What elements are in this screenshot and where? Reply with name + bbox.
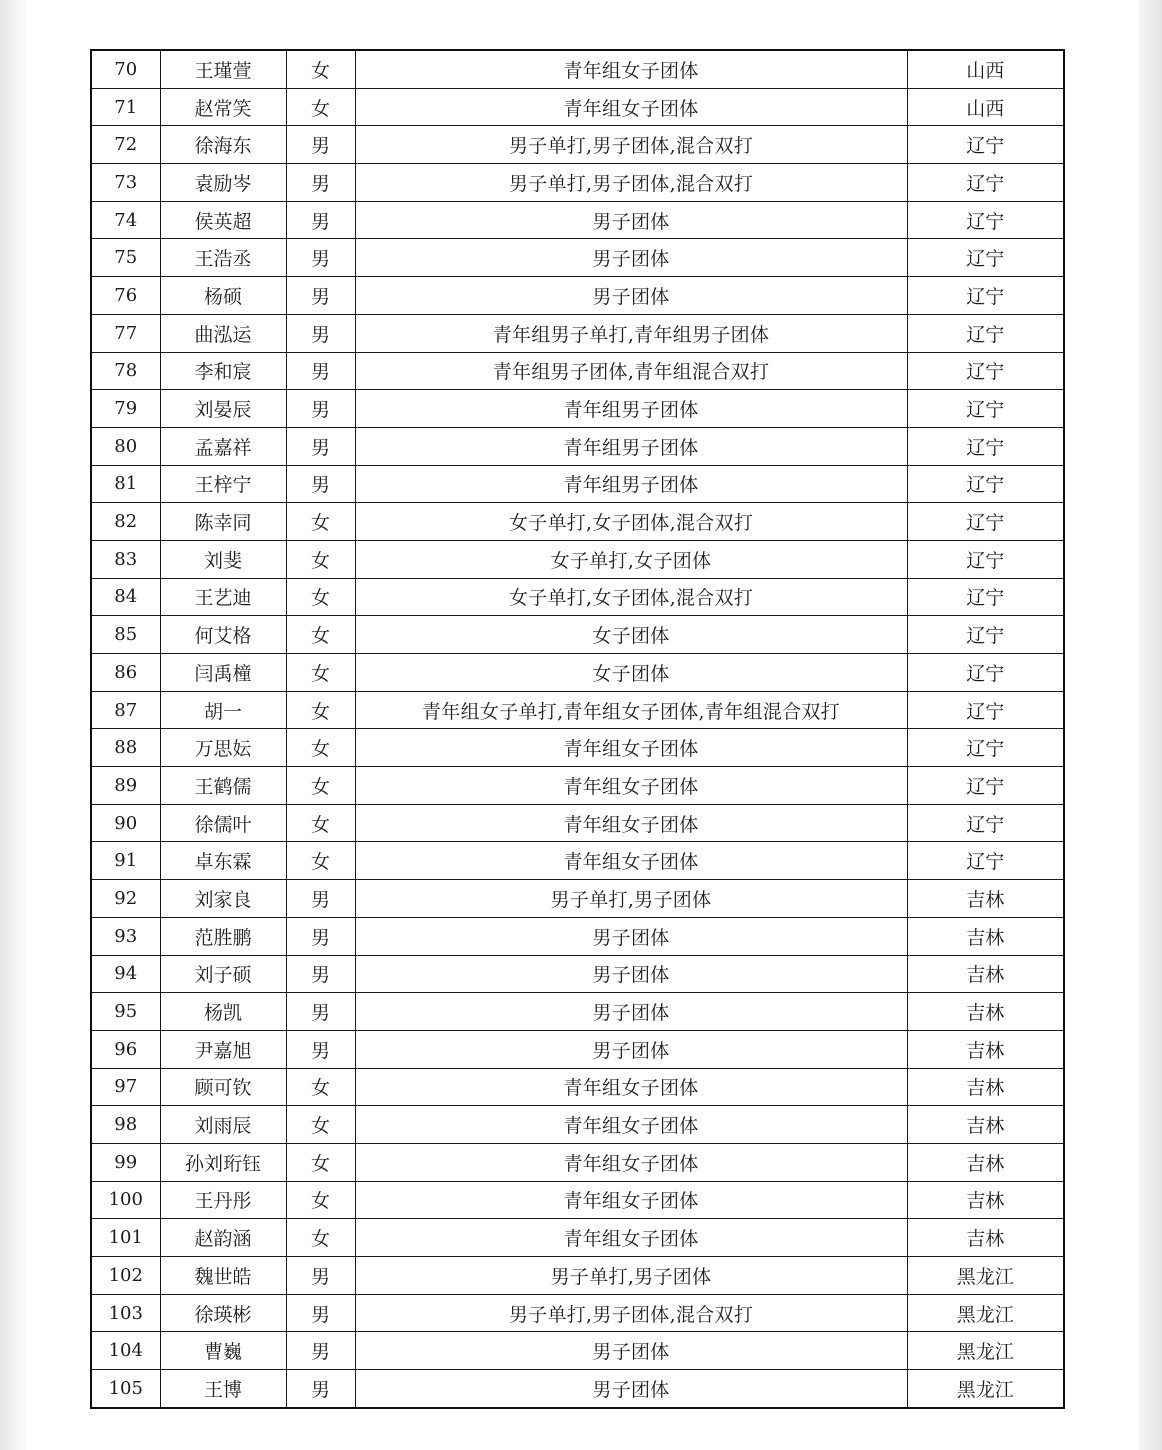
athlete-events: 女子单打,女子团体 — [355, 540, 907, 578]
athlete-gender: 男 — [286, 465, 355, 503]
athlete-name: 王梓宁 — [160, 465, 286, 503]
athlete-gender: 男 — [286, 352, 355, 390]
athlete-region: 辽宁 — [907, 767, 1064, 805]
athlete-name: 刘斐 — [160, 540, 286, 578]
table-row — [91, 314, 1064, 352]
athlete-region: 吉林 — [907, 1106, 1064, 1144]
table-row — [91, 390, 1064, 428]
athlete-gender: 女 — [286, 691, 355, 729]
athlete-events: 女子团体 — [355, 616, 907, 654]
athlete-gender: 男 — [286, 201, 355, 239]
athlete-number: 73 — [91, 164, 160, 202]
athlete-gender: 男 — [286, 955, 355, 993]
athlete-number: 84 — [91, 578, 160, 616]
athlete-name: 顾可钦 — [160, 1068, 286, 1106]
athlete-gender: 男 — [286, 314, 355, 352]
athlete-events: 男子单打,男子团体,混合双打 — [355, 126, 907, 164]
athlete-name: 刘雨辰 — [160, 1106, 286, 1144]
athlete-region: 吉林 — [907, 1181, 1064, 1219]
table-row — [91, 691, 1064, 729]
table-row — [91, 277, 1064, 315]
athlete-gender: 女 — [286, 50, 355, 88]
athlete-number: 79 — [91, 390, 160, 428]
table-row — [91, 239, 1064, 277]
athlete-gender: 男 — [286, 1257, 355, 1295]
athlete-name: 范胜鹏 — [160, 917, 286, 955]
athlete-events: 青年组女子团体 — [355, 1143, 907, 1181]
table-row — [91, 1030, 1064, 1068]
athlete-number: 74 — [91, 201, 160, 239]
athlete-gender: 男 — [286, 1030, 355, 1068]
athlete-region: 辽宁 — [907, 352, 1064, 390]
athlete-region: 辽宁 — [907, 277, 1064, 315]
athlete-region: 辽宁 — [907, 729, 1064, 767]
athlete-number: 70 — [91, 50, 160, 88]
athlete-events: 男子团体 — [355, 1370, 907, 1408]
athlete-region: 吉林 — [907, 917, 1064, 955]
athlete-region: 辽宁 — [907, 804, 1064, 842]
athlete-name: 尹嘉旭 — [160, 1030, 286, 1068]
athlete-name: 侯英超 — [160, 201, 286, 239]
athlete-events: 青年组男子团体 — [355, 390, 907, 428]
athlete-events: 青年组女子团体 — [355, 804, 907, 842]
athlete-gender: 女 — [286, 540, 355, 578]
athlete-number: 105 — [91, 1370, 160, 1408]
athlete-name: 王浩丞 — [160, 239, 286, 277]
athlete-number: 88 — [91, 729, 160, 767]
athlete-number: 81 — [91, 465, 160, 503]
athlete-gender: 女 — [286, 616, 355, 654]
athlete-region: 辽宁 — [907, 654, 1064, 692]
table-row — [91, 427, 1064, 465]
athlete-events: 青年组女子团体 — [355, 1219, 907, 1257]
athlete-number: 80 — [91, 427, 160, 465]
athlete-number: 85 — [91, 616, 160, 654]
athlete-events: 青年组女子团体 — [355, 50, 907, 88]
table-row — [91, 842, 1064, 880]
athlete-gender: 男 — [286, 1370, 355, 1408]
athlete-events: 女子单打,女子团体,混合双打 — [355, 503, 907, 541]
athlete-name: 杨硕 — [160, 277, 286, 315]
athlete-events: 青年组女子团体 — [355, 767, 907, 805]
athlete-name: 孟嘉祥 — [160, 427, 286, 465]
table-row — [91, 1219, 1064, 1257]
athlete-gender: 男 — [286, 1332, 355, 1370]
athlete-region: 黑龙江 — [907, 1332, 1064, 1370]
athlete-gender: 女 — [286, 1219, 355, 1257]
athlete-region: 黑龙江 — [907, 1294, 1064, 1332]
table-row — [91, 993, 1064, 1031]
athlete-number: 104 — [91, 1332, 160, 1370]
athlete-name: 赵韵涵 — [160, 1219, 286, 1257]
athlete-number: 93 — [91, 917, 160, 955]
athlete-gender: 男 — [286, 880, 355, 918]
athlete-region: 辽宁 — [907, 201, 1064, 239]
athlete-name: 刘家良 — [160, 880, 286, 918]
athlete-gender: 女 — [286, 1068, 355, 1106]
athlete-name: 何艾格 — [160, 616, 286, 654]
athlete-gender: 女 — [286, 88, 355, 126]
table-row — [91, 880, 1064, 918]
athlete-events: 男子团体 — [355, 955, 907, 993]
athlete-number: 72 — [91, 126, 160, 164]
athlete-events: 女子团体 — [355, 654, 907, 692]
athlete-name: 赵常笑 — [160, 88, 286, 126]
athlete-gender: 男 — [286, 239, 355, 277]
athlete-name: 卓东霖 — [160, 842, 286, 880]
athlete-region: 吉林 — [907, 1068, 1064, 1106]
athlete-region: 吉林 — [907, 955, 1064, 993]
athlete-region: 辽宁 — [907, 842, 1064, 880]
athlete-name: 陈幸同 — [160, 503, 286, 541]
athlete-events: 青年组女子团体 — [355, 842, 907, 880]
athlete-gender: 男 — [286, 126, 355, 164]
athlete-number: 94 — [91, 955, 160, 993]
athlete-events: 男子团体 — [355, 277, 907, 315]
table-row — [91, 88, 1064, 126]
athlete-gender: 男 — [286, 993, 355, 1031]
athlete-number: 77 — [91, 314, 160, 352]
athlete-name: 刘晏辰 — [160, 390, 286, 428]
athlete-region: 黑龙江 — [907, 1370, 1064, 1408]
athlete-number: 91 — [91, 842, 160, 880]
roster-body — [91, 50, 1064, 1408]
athlete-name: 刘子硕 — [160, 955, 286, 993]
athlete-number: 83 — [91, 540, 160, 578]
athlete-events: 青年组男子单打,青年组男子团体 — [355, 314, 907, 352]
athlete-number: 78 — [91, 352, 160, 390]
athlete-number: 103 — [91, 1294, 160, 1332]
athlete-events: 男子单打,男子团体,混合双打 — [355, 164, 907, 202]
table-row — [91, 804, 1064, 842]
athlete-name: 万思妘 — [160, 729, 286, 767]
table-row — [91, 955, 1064, 993]
athlete-region: 辽宁 — [907, 503, 1064, 541]
athlete-number: 96 — [91, 1030, 160, 1068]
athlete-roster-table — [90, 49, 1065, 1409]
table-row — [91, 1370, 1064, 1408]
athlete-events: 男子单打,男子团体 — [355, 880, 907, 918]
athlete-region: 吉林 — [907, 1030, 1064, 1068]
table-row — [91, 1181, 1064, 1219]
table-row — [91, 1143, 1064, 1181]
athlete-events: 男子团体 — [355, 239, 907, 277]
athlete-region: 辽宁 — [907, 390, 1064, 428]
athlete-name: 曹巍 — [160, 1332, 286, 1370]
athlete-gender: 女 — [286, 1181, 355, 1219]
athlete-events: 男子团体 — [355, 917, 907, 955]
athlete-region: 吉林 — [907, 1219, 1064, 1257]
athlete-events: 青年组女子团体 — [355, 1106, 907, 1144]
athlete-region: 辽宁 — [907, 691, 1064, 729]
athlete-gender: 女 — [286, 503, 355, 541]
athlete-name: 王瑾萱 — [160, 50, 286, 88]
athlete-events: 青年组女子团体 — [355, 729, 907, 767]
athlete-gender: 女 — [286, 729, 355, 767]
athlete-number: 98 — [91, 1106, 160, 1144]
table-row — [91, 164, 1064, 202]
table-row — [91, 465, 1064, 503]
athlete-region: 辽宁 — [907, 578, 1064, 616]
table-row — [91, 654, 1064, 692]
athlete-region: 吉林 — [907, 993, 1064, 1031]
athlete-name: 徐海东 — [160, 126, 286, 164]
athlete-region: 辽宁 — [907, 465, 1064, 503]
athlete-events: 青年组男子团体 — [355, 465, 907, 503]
table-row — [91, 503, 1064, 541]
athlete-name: 王丹彤 — [160, 1181, 286, 1219]
athlete-events: 青年组女子团体 — [355, 1068, 907, 1106]
athlete-events: 男子团体 — [355, 1332, 907, 1370]
athlete-gender: 男 — [286, 917, 355, 955]
athlete-name: 徐儒叶 — [160, 804, 286, 842]
athlete-events: 男子团体 — [355, 201, 907, 239]
table-row — [91, 201, 1064, 239]
table-row — [91, 1294, 1064, 1332]
athlete-events: 男子团体 — [355, 993, 907, 1031]
athlete-number: 100 — [91, 1181, 160, 1219]
table-row — [91, 540, 1064, 578]
athlete-gender: 女 — [286, 1106, 355, 1144]
table-row — [91, 352, 1064, 390]
athlete-number: 97 — [91, 1068, 160, 1106]
athlete-number: 75 — [91, 239, 160, 277]
athlete-name: 胡一 — [160, 691, 286, 729]
athlete-gender: 男 — [286, 164, 355, 202]
athlete-gender: 男 — [286, 390, 355, 428]
athlete-events: 青年组女子团体 — [355, 1181, 907, 1219]
table-row — [91, 50, 1064, 88]
athlete-region: 辽宁 — [907, 239, 1064, 277]
athlete-region: 吉林 — [907, 880, 1064, 918]
athlete-number: 92 — [91, 880, 160, 918]
athlete-region: 山西 — [907, 50, 1064, 88]
athlete-events: 男子单打,男子团体 — [355, 1257, 907, 1295]
athlete-number: 99 — [91, 1143, 160, 1181]
athlete-events: 青年组男子团体,青年组混合双打 — [355, 352, 907, 390]
athlete-region: 辽宁 — [907, 427, 1064, 465]
athlete-region: 黑龙江 — [907, 1257, 1064, 1295]
athlete-number: 76 — [91, 277, 160, 315]
athlete-number: 82 — [91, 503, 160, 541]
athlete-region: 辽宁 — [907, 164, 1064, 202]
athlete-events: 男子团体 — [355, 1030, 907, 1068]
athlete-number: 101 — [91, 1219, 160, 1257]
athlete-number: 95 — [91, 993, 160, 1031]
athlete-name: 袁励岑 — [160, 164, 286, 202]
table-row — [91, 616, 1064, 654]
athlete-region: 吉林 — [907, 1143, 1064, 1181]
athlete-events: 男子单打,男子团体,混合双打 — [355, 1294, 907, 1332]
athlete-gender: 男 — [286, 277, 355, 315]
athlete-number: 87 — [91, 691, 160, 729]
athlete-number: 89 — [91, 767, 160, 805]
athlete-name: 杨凯 — [160, 993, 286, 1031]
athlete-name: 魏世皓 — [160, 1257, 286, 1295]
athlete-name: 王博 — [160, 1370, 286, 1408]
table-row — [91, 126, 1064, 164]
athlete-events: 青年组女子单打,青年组女子团体,青年组混合双打 — [355, 691, 907, 729]
athlete-name: 孙刘珩钰 — [160, 1143, 286, 1181]
athlete-events: 女子单打,女子团体,混合双打 — [355, 578, 907, 616]
table-row — [91, 1068, 1064, 1106]
athlete-region: 山西 — [907, 88, 1064, 126]
athlete-region: 辽宁 — [907, 616, 1064, 654]
athlete-events: 青年组女子团体 — [355, 88, 907, 126]
athlete-gender: 女 — [286, 1143, 355, 1181]
athlete-gender: 男 — [286, 1294, 355, 1332]
athlete-name: 王艺迪 — [160, 578, 286, 616]
athlete-name: 李和宸 — [160, 352, 286, 390]
athlete-gender: 女 — [286, 654, 355, 692]
athlete-number: 90 — [91, 804, 160, 842]
athlete-region: 辽宁 — [907, 126, 1064, 164]
athlete-number: 71 — [91, 88, 160, 126]
athlete-gender: 女 — [286, 767, 355, 805]
athlete-gender: 女 — [286, 842, 355, 880]
athlete-region: 辽宁 — [907, 540, 1064, 578]
athlete-gender: 男 — [286, 427, 355, 465]
athlete-gender: 女 — [286, 578, 355, 616]
athlete-name: 王鹤儒 — [160, 767, 286, 805]
table-row — [91, 1332, 1064, 1370]
athlete-name: 徐瑛彬 — [160, 1294, 286, 1332]
athlete-name: 闫禹橦 — [160, 654, 286, 692]
table-row — [91, 1106, 1064, 1144]
table-row — [91, 767, 1064, 805]
table-row — [91, 729, 1064, 767]
athlete-events: 青年组男子团体 — [355, 427, 907, 465]
athlete-gender: 女 — [286, 804, 355, 842]
athlete-number: 86 — [91, 654, 160, 692]
table-row — [91, 917, 1064, 955]
athlete-region: 辽宁 — [907, 314, 1064, 352]
athlete-name: 曲泓运 — [160, 314, 286, 352]
athlete-number: 102 — [91, 1257, 160, 1295]
table-row — [91, 1257, 1064, 1295]
table-row — [91, 578, 1064, 616]
